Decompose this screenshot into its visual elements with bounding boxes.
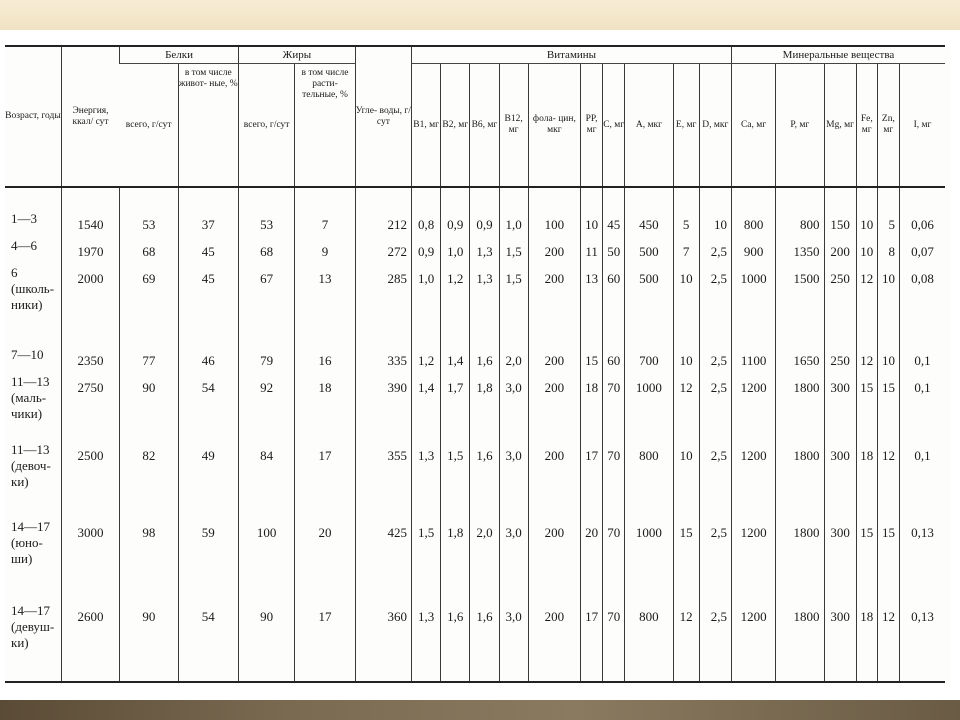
cell-folacin: 200 <box>528 374 580 442</box>
cell-energy: 2750 <box>61 374 119 442</box>
cell-e: 10 <box>673 442 699 519</box>
cell-b12: 2,0 <box>499 347 528 374</box>
table-row <box>5 347 945 374</box>
cell-b12: 1,5 <box>499 238 528 265</box>
cell-p: 800 <box>776 211 824 238</box>
cell-fe: 10 <box>856 211 877 238</box>
cell-ca: 1100 <box>731 347 775 374</box>
cell-carbs: 272 <box>355 238 411 265</box>
cell-fe: 18 <box>856 603 877 682</box>
cell-b6: 1,8 <box>470 374 499 442</box>
cell-a: 500 <box>625 238 673 265</box>
col-ca-header: Ca, мг <box>731 64 775 188</box>
cell-i: 0,07 <box>899 238 945 265</box>
cell-protein-animal: 37 <box>178 211 238 238</box>
header-row-groups <box>5 46 945 64</box>
cell-c: 70 <box>603 374 625 442</box>
cell-i: 0,08 <box>899 265 945 347</box>
cell-mg: 250 <box>824 265 856 347</box>
cell-d: 2,5 <box>699 603 731 682</box>
cell-fat-total: 79 <box>238 347 294 374</box>
cell-ca: 1200 <box>731 603 775 682</box>
col-protein-total-header: всего, г/сут <box>120 64 178 188</box>
cell-fat-plant: 7 <box>295 211 355 238</box>
cell-d: 2,5 <box>699 374 731 442</box>
slide-top-band <box>0 0 960 30</box>
cell-folacin: 200 <box>528 238 580 265</box>
cell-fat-total: 90 <box>238 603 294 682</box>
cell-pp: 11 <box>581 238 603 265</box>
col-mg-header: Mg, мг <box>824 64 856 188</box>
cell-protein-total: 77 <box>120 347 178 374</box>
cell-fat-plant: 17 <box>295 603 355 682</box>
cell-b6: 2,0 <box>470 519 499 603</box>
cell-energy: 2350 <box>61 347 119 374</box>
cell-protein-animal: 45 <box>178 238 238 265</box>
cell-fat-total: 84 <box>238 442 294 519</box>
table-body <box>5 187 945 682</box>
cell-folacin: 200 <box>528 603 580 682</box>
cell-i: 0,13 <box>899 603 945 682</box>
cell-b6: 1,6 <box>470 442 499 519</box>
cell-b12: 3,0 <box>499 519 528 603</box>
cell-i: 0,1 <box>899 442 945 519</box>
cell-protein-animal: 59 <box>178 519 238 603</box>
cell-zn: 10 <box>877 265 899 347</box>
cell-a: 700 <box>625 347 673 374</box>
table-row <box>5 211 945 238</box>
cell-fat-total: 92 <box>238 374 294 442</box>
cell-b1: 1,2 <box>412 347 441 374</box>
col-c-header: C, мг <box>603 64 625 188</box>
table-row <box>5 238 945 265</box>
cell-age: 1—3 <box>11 210 37 226</box>
cell-age: 7—10 <box>11 346 44 362</box>
table-row <box>5 519 945 603</box>
cell-age: 11—13 (девоч- ки) <box>11 441 51 489</box>
cell-fat-plant: 9 <box>295 238 355 265</box>
cell-b1: 1,0 <box>412 265 441 347</box>
cell-a: 800 <box>625 603 673 682</box>
cell-fe: 12 <box>856 265 877 347</box>
cell-fat-total: 100 <box>238 519 294 603</box>
cell-folacin: 200 <box>528 519 580 603</box>
cell-b2: 1,4 <box>441 347 470 374</box>
cell-protein-animal: 49 <box>178 442 238 519</box>
cell-mg: 250 <box>824 347 856 374</box>
cell-i: 0,1 <box>899 374 945 442</box>
scanned-table-image <box>0 30 960 700</box>
cell-b6: 1,6 <box>470 347 499 374</box>
col-p-header: P, мг <box>776 64 824 188</box>
cell-d: 2,5 <box>699 238 731 265</box>
cell-protein-animal: 46 <box>178 347 238 374</box>
cell-d: 2,5 <box>699 442 731 519</box>
col-e-header: E, мг <box>673 64 699 188</box>
cell-ca: 900 <box>731 238 775 265</box>
cell-p: 1650 <box>776 347 824 374</box>
cell-b1: 1,3 <box>412 442 441 519</box>
cell-pp: 18 <box>581 374 603 442</box>
cell-b2: 1,0 <box>441 238 470 265</box>
cell-zn: 12 <box>877 442 899 519</box>
cell-b12: 3,0 <box>499 374 528 442</box>
cell-p: 1800 <box>776 374 824 442</box>
cell-pp: 10 <box>581 211 603 238</box>
col-d-header: D, мкг <box>699 64 731 188</box>
cell-pp: 17 <box>581 442 603 519</box>
cell-carbs: 355 <box>355 442 411 519</box>
col-fat-plant-header: в том числе расти- тельные, % <box>295 64 355 188</box>
cell-b12: 3,0 <box>499 442 528 519</box>
col-b12-header: B12, мг <box>499 64 528 188</box>
cell-e: 7 <box>673 238 699 265</box>
col-age-header: Возраст, годы <box>5 46 61 187</box>
cell-b1: 1,3 <box>412 603 441 682</box>
cell-age: 11—13 (маль- чики) <box>11 373 50 421</box>
col-b1-header: B1, мг <box>412 64 441 188</box>
cell-zn: 5 <box>877 211 899 238</box>
cell-b6: 1,6 <box>470 603 499 682</box>
cell-e: 15 <box>673 519 699 603</box>
cell-b2: 1,8 <box>441 519 470 603</box>
table-row <box>5 265 945 347</box>
cell-e: 5 <box>673 211 699 238</box>
cell-fat-plant: 13 <box>295 265 355 347</box>
col-pp-header: PP, мг <box>581 64 603 188</box>
cell-fe: 10 <box>856 238 877 265</box>
cell-b2: 1,5 <box>441 442 470 519</box>
col-protein-animal-header: в том числе живот- ные, % <box>178 64 238 188</box>
cell-i: 0,13 <box>899 519 945 603</box>
cell-b1: 1,5 <box>412 519 441 603</box>
cell-energy: 1540 <box>61 211 119 238</box>
cell-d: 2,5 <box>699 265 731 347</box>
cell-p: 1350 <box>776 238 824 265</box>
cell-fat-plant: 16 <box>295 347 355 374</box>
cell-ca: 1200 <box>731 374 775 442</box>
cell-mg: 300 <box>824 374 856 442</box>
cell-b2: 1,2 <box>441 265 470 347</box>
cell-fat-total: 67 <box>238 265 294 347</box>
cell-protein-total: 53 <box>120 211 178 238</box>
cell-fe: 12 <box>856 347 877 374</box>
cell-ca: 1000 <box>731 265 775 347</box>
cell-protein-total: 68 <box>120 238 178 265</box>
cell-carbs: 285 <box>355 265 411 347</box>
cell-fe: 15 <box>856 519 877 603</box>
table-row <box>5 442 945 519</box>
header-row-columns <box>5 64 945 188</box>
cell-d: 10 <box>699 211 731 238</box>
cell-zn: 10 <box>877 347 899 374</box>
cell-b2: 1,6 <box>441 603 470 682</box>
cell-d: 2,5 <box>699 519 731 603</box>
cell-fat-plant: 20 <box>295 519 355 603</box>
cell-zn: 15 <box>877 519 899 603</box>
group-proteins-header: Белки <box>120 46 239 64</box>
cell-a: 500 <box>625 265 673 347</box>
group-vitamins-header: Витамины <box>412 46 732 64</box>
col-fat-total-header: всего, г/сут <box>238 64 294 188</box>
cell-b12: 1,0 <box>499 211 528 238</box>
scan-area <box>5 45 950 685</box>
col-zn-header: Zn, мг <box>877 64 899 188</box>
cell-fe: 15 <box>856 374 877 442</box>
cell-ca: 1200 <box>731 442 775 519</box>
nutrition-norms-table <box>5 45 945 683</box>
cell-fe: 18 <box>856 442 877 519</box>
cell-p: 1800 <box>776 603 824 682</box>
cell-e: 12 <box>673 374 699 442</box>
cell-energy: 2000 <box>61 265 119 347</box>
cell-protein-total: 98 <box>120 519 178 603</box>
cell-e: 10 <box>673 265 699 347</box>
cell-protein-total: 90 <box>120 603 178 682</box>
cell-i: 0,06 <box>899 211 945 238</box>
cell-c: 70 <box>603 603 625 682</box>
cell-e: 12 <box>673 603 699 682</box>
cell-d: 2,5 <box>699 347 731 374</box>
cell-energy: 1970 <box>61 238 119 265</box>
cell-folacin: 100 <box>528 211 580 238</box>
cell-protein-animal: 54 <box>178 603 238 682</box>
cell-protein-animal: 54 <box>178 374 238 442</box>
col-b6-header: B6, мг <box>470 64 499 188</box>
cell-b6: 1,3 <box>470 238 499 265</box>
cell-a: 800 <box>625 442 673 519</box>
cell-a: 450 <box>625 211 673 238</box>
cell-zn: 8 <box>877 238 899 265</box>
cell-c: 60 <box>603 265 625 347</box>
cell-protein-total: 69 <box>120 265 178 347</box>
cell-a: 1000 <box>625 374 673 442</box>
col-fe-header: Fe, мг <box>856 64 877 188</box>
cell-a: 1000 <box>625 519 673 603</box>
cell-zn: 12 <box>877 603 899 682</box>
col-i-header: I, мг <box>899 64 945 188</box>
cell-b2: 1,7 <box>441 374 470 442</box>
cell-age: 14—17 (девуш- ки) <box>5 603 61 682</box>
cell-c: 45 <box>603 211 625 238</box>
cell-carbs: 425 <box>355 519 411 603</box>
cell-c: 70 <box>603 519 625 603</box>
cell-b1: 0,9 <box>412 238 441 265</box>
cell-age: 4—6 <box>11 237 37 253</box>
cell-carbs: 335 <box>355 347 411 374</box>
cell-fat-plant: 18 <box>295 374 355 442</box>
cell-folacin: 200 <box>528 347 580 374</box>
cell-mg: 150 <box>824 211 856 238</box>
cell-p: 1800 <box>776 519 824 603</box>
cell-c: 50 <box>603 238 625 265</box>
table-row <box>5 374 945 442</box>
cell-i: 0,1 <box>899 347 945 374</box>
cell-pp: 13 <box>581 265 603 347</box>
cell-ca: 1200 <box>731 519 775 603</box>
cell-c: 60 <box>603 347 625 374</box>
col-carbs-header: Угле- воды, г/сут <box>355 46 411 187</box>
cell-carbs: 390 <box>355 374 411 442</box>
group-fats-header: Жиры <box>238 46 355 64</box>
cell-energy: 2600 <box>61 603 119 682</box>
cell-mg: 200 <box>824 238 856 265</box>
cell-fat-total: 68 <box>238 238 294 265</box>
cell-b1: 0,8 <box>412 211 441 238</box>
cell-protein-total: 90 <box>120 374 178 442</box>
slide-bottom-band <box>0 700 960 720</box>
cell-protein-total: 82 <box>120 442 178 519</box>
cell-folacin: 200 <box>528 265 580 347</box>
cell-pp: 15 <box>581 347 603 374</box>
cell-zn: 15 <box>877 374 899 442</box>
group-minerals-header: Минеральные вещества <box>731 46 945 64</box>
cell-carbs: 212 <box>355 211 411 238</box>
spacer-row <box>5 187 945 211</box>
cell-energy: 3000 <box>61 519 119 603</box>
cell-b2: 0,9 <box>441 211 470 238</box>
cell-b6: 0,9 <box>470 211 499 238</box>
cell-p: 1800 <box>776 442 824 519</box>
col-folacin-header: фола- цин, мкг <box>528 64 580 188</box>
cell-mg: 300 <box>824 442 856 519</box>
cell-ca: 800 <box>731 211 775 238</box>
col-a-header: A, мкг <box>625 64 673 188</box>
col-energy-header: Энергия, ккал/ сут <box>61 46 119 187</box>
cell-folacin: 200 <box>528 442 580 519</box>
cell-pp: 17 <box>581 603 603 682</box>
cell-b12: 3,0 <box>499 603 528 682</box>
cell-b6: 1,3 <box>470 265 499 347</box>
cell-b1: 1,4 <box>412 374 441 442</box>
col-b2-header: B2, мг <box>441 64 470 188</box>
cell-energy: 2500 <box>61 442 119 519</box>
cell-fat-total: 53 <box>238 211 294 238</box>
cell-e: 10 <box>673 347 699 374</box>
cell-mg: 300 <box>824 603 856 682</box>
cell-age: 6 (школь- ники) <box>11 265 55 313</box>
cell-c: 70 <box>603 442 625 519</box>
cell-fat-plant: 17 <box>295 442 355 519</box>
table-row <box>5 603 945 682</box>
cell-mg: 300 <box>824 519 856 603</box>
cell-pp: 20 <box>581 519 603 603</box>
cell-carbs: 360 <box>355 603 411 682</box>
cell-protein-animal: 45 <box>178 265 238 347</box>
cell-b12: 1,5 <box>499 265 528 347</box>
cell-age: 14—17 (юно- ши) <box>11 518 50 566</box>
cell-p: 1500 <box>776 265 824 347</box>
